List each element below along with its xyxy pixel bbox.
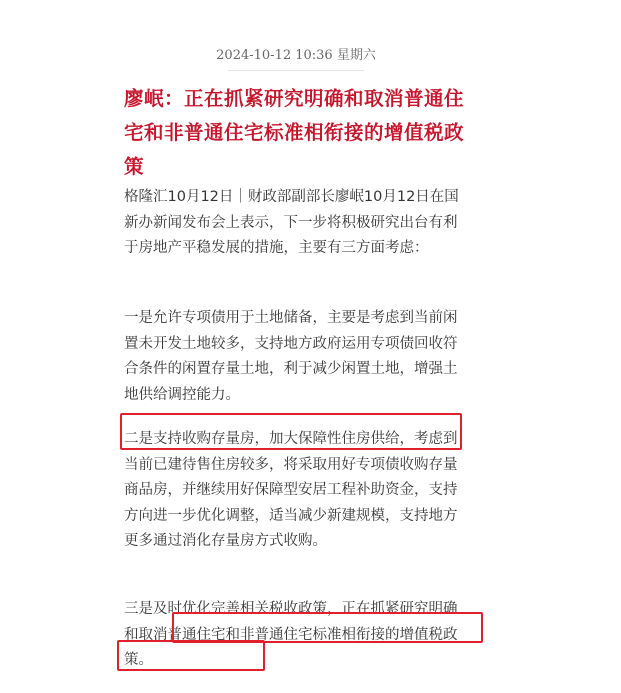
highlight-box-standard-cancel [172, 612, 483, 643]
article-card [110, 30, 482, 685]
highlight-box-housing-purchase [120, 413, 462, 450]
article-timestamp: 2024-10-12 10:36 星期六 [216, 48, 376, 63]
timestamp-divider [228, 70, 364, 71]
article-paragraph-point-1: 一是允许专项债用于土地储备，主要是考虑到当前闲置未开发土地较多，支持地方政府运用专项债回收符合条件的闲置存量土地，利于减少闲置土地，增强土地供给调控能力。 [124, 310, 458, 403]
article-paragraph-intro: 格隆汇10月12日｜财政部副部长廖岷10月12日在国新办新闻发布会上表示，下一步将积极研究出台有利于房地产平稳发展的措施，主要有三方面考虑： [124, 189, 459, 256]
article-paragraph-point-3: 三是及时优化完善相关税收政策，正在抓紧研究明确和取消普通住宅和非普通住宅标准相衔接的增值税政策。 [124, 601, 458, 668]
highlight-box-vat-policy [117, 640, 265, 671]
article-headline: 廖岷：正在抓紧研究明确和取消普通住宅和非普通住宅标准相衔接的增值税政策 [124, 87, 465, 178]
article-paragraph-point-2: 二是支持收购存量房，加大保障性住房供给，考虑到当前已建待售住房较多，将采取用好专项债收购存量商品房，并继续用好保障型安居工程补助资金，支持方向进一步优化调整，适当减少新建规模，支持地方更多通过消化存量房方式收购。 [124, 431, 458, 549]
